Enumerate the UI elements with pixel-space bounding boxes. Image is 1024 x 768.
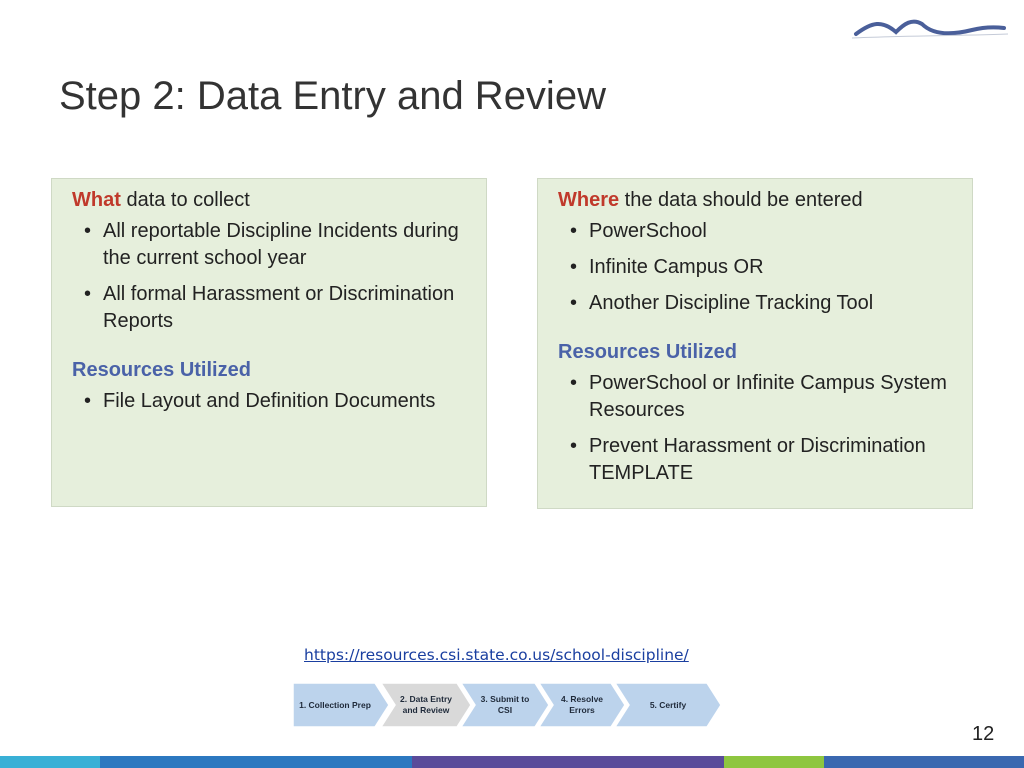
what-heading-text: data to collect bbox=[120, 189, 250, 211]
where-item-powerschool: • PowerSchool bbox=[558, 218, 956, 245]
organization-logo bbox=[852, 14, 1008, 40]
left-resources-heading: Resources Utilized bbox=[72, 359, 251, 381]
right-resource-template: • Prevent Harassment or Discrimination TEMPLATE bbox=[558, 433, 956, 487]
process-step-3-label: 3. Submit to CSI bbox=[480, 694, 530, 715]
footer-stripe bbox=[412, 756, 724, 768]
footer-stripe bbox=[100, 756, 412, 768]
footer-stripe bbox=[724, 756, 824, 768]
where-heading-text: the data should be entered bbox=[619, 189, 863, 211]
left-resource-file-layout: • File Layout and Definition Documents bbox=[72, 388, 470, 415]
where-heading bbox=[558, 187, 956, 214]
where-keyword: Where bbox=[558, 189, 620, 211]
process-step-2-label: 2. Data Entry and Review bbox=[400, 694, 452, 715]
right-resources-heading: Resources Utilized bbox=[558, 341, 737, 363]
page-number: 12 bbox=[972, 723, 995, 745]
process-step-5-label: 5. Certify bbox=[649, 699, 687, 710]
what-list bbox=[72, 218, 470, 335]
footer-color-bar bbox=[0, 756, 1024, 768]
where-item-infinite-campus: • Infinite Campus OR bbox=[558, 254, 956, 281]
where-panel bbox=[537, 178, 973, 509]
right-resources-list bbox=[558, 370, 956, 487]
what-keyword: What bbox=[72, 189, 121, 211]
where-list bbox=[558, 218, 956, 317]
right-resource-system: • PowerSchool or Infinite Campus System Resources bbox=[558, 370, 956, 424]
what-item-harassment: • All formal Harassment or Discrimination Reports bbox=[72, 281, 470, 335]
footer-stripe bbox=[0, 756, 100, 768]
what-item-incidents: • All reportable Discipline Incidents during the current school year bbox=[72, 218, 470, 272]
footer-stripe bbox=[824, 756, 1024, 768]
what-panel bbox=[51, 178, 487, 507]
what-heading bbox=[72, 187, 470, 214]
left-resources-list bbox=[72, 388, 470, 415]
process-step-1-label: 1. Collection Prep bbox=[299, 699, 371, 710]
school-discipline-link[interactable]: https://resources.csi.state.co.us/school-discipline/ bbox=[304, 646, 689, 664]
process-step-4-label: 4. Resolve Errors bbox=[560, 694, 604, 715]
page-title: Step 2: Data Entry and Review bbox=[59, 74, 606, 118]
where-item-tracking-tool: • Another Discipline Tracking Tool bbox=[558, 290, 956, 317]
